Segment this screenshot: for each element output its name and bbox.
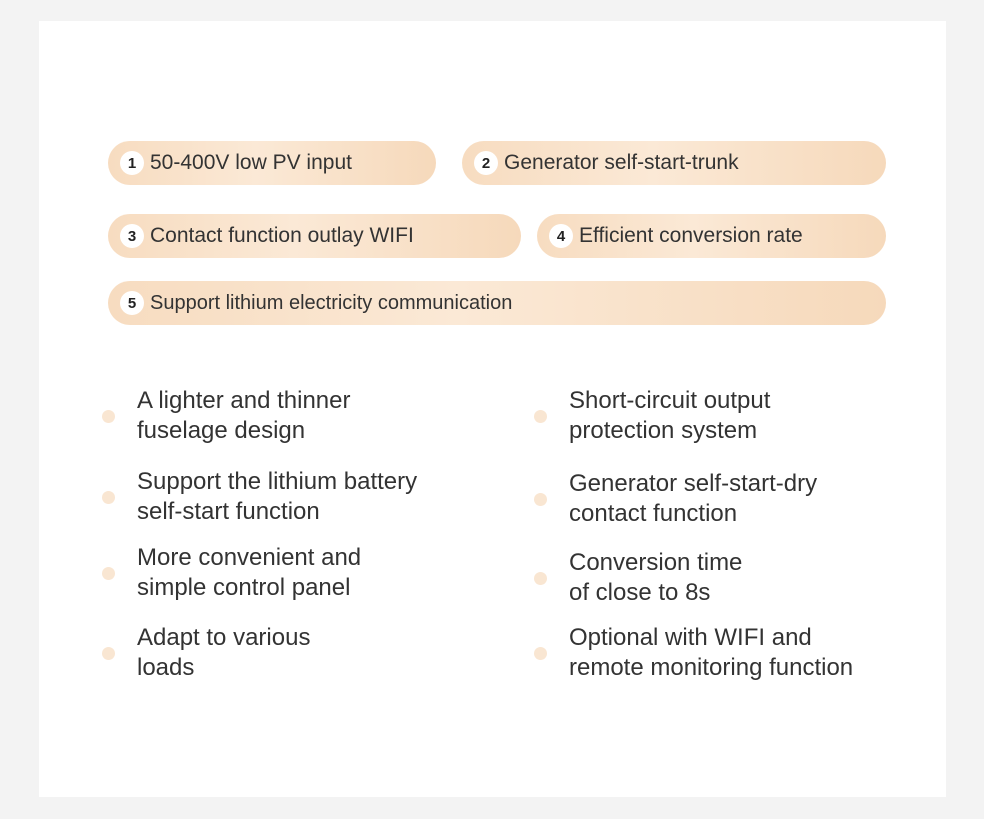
highlight-pill-3 [108, 214, 521, 258]
feature-item-1 [102, 386, 350, 446]
bullet-dot-icon [534, 410, 547, 423]
feature-item-5 [102, 543, 361, 603]
feature-item-8 [534, 623, 853, 683]
feature-text: Adapt to various loads [137, 624, 311, 681]
bullet-dot-icon [534, 572, 547, 585]
bullet-dot-icon [534, 493, 547, 506]
feature-text: A lighter and thinner fuselage design [137, 387, 351, 444]
highlight-number-1: 1 [120, 151, 144, 175]
highlight-label-1: 50-400V low PV input [150, 151, 352, 174]
feature-text: Conversion time of close to 8s [569, 549, 743, 606]
feature-item-2 [534, 386, 770, 446]
highlight-pill-2 [462, 141, 886, 185]
bullet-dot-icon [534, 647, 547, 660]
feature-item-7 [102, 623, 310, 683]
feature-item-6 [534, 548, 742, 608]
bullet-dot-icon [102, 647, 115, 660]
feature-text: Short-circuit output protection system [569, 387, 771, 444]
highlight-number-5: 5 [120, 291, 144, 315]
highlight-number-3: 3 [120, 224, 144, 248]
highlight-label-2: Generator self-start-trunk [504, 151, 739, 174]
highlight-number-4: 4 [549, 224, 573, 248]
feature-item-3 [102, 467, 417, 527]
feature-text: Optional with WIFI and remote monitoring function [569, 624, 854, 681]
highlight-pill-4 [537, 214, 886, 258]
bullet-dot-icon [102, 410, 115, 423]
bullet-dot-icon [102, 567, 115, 580]
bullet-dot-icon [102, 491, 115, 504]
feature-text: Support the lithium battery self-start function [137, 468, 418, 525]
feature-text: More convenient and simple control panel [137, 544, 362, 601]
highlight-label-3: Contact function outlay WIFI [150, 224, 414, 247]
highlight-number-2: 2 [474, 151, 498, 175]
highlight-pill-1 [108, 141, 436, 185]
highlight-label-5: Support lithium electricity communication [150, 291, 513, 314]
feature-text: Generator self-start-dry contact function [569, 470, 818, 527]
feature-item-4 [534, 469, 817, 529]
highlight-label-4: Efficient conversion rate [579, 224, 803, 247]
highlight-pill-5 [108, 281, 886, 325]
